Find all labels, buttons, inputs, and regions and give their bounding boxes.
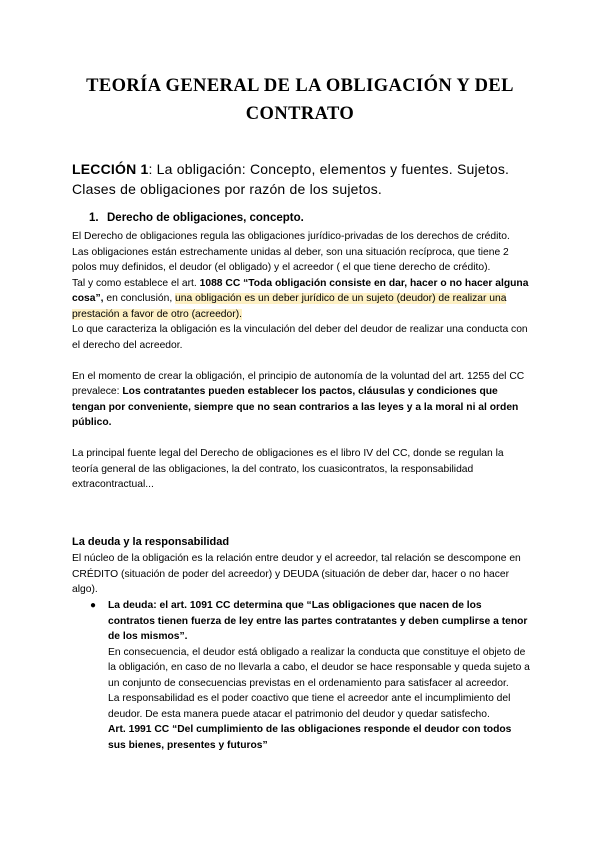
text-span: en conclusión, bbox=[103, 293, 176, 304]
section-1-body bbox=[72, 229, 532, 493]
title-line-2: CONTRATO bbox=[245, 104, 355, 124]
paragraph-art-1255 bbox=[72, 369, 532, 431]
document-title bbox=[72, 72, 528, 128]
paragraph: La responsabilidad es el poder coactivo que tiene el acreedor ante el incumplimiento del deudor. De esta manera puede atacar el patrimonio del deudor y quedar satisfecho. bbox=[108, 693, 511, 720]
paragraph: En consecuencia, el deudor está obligado a realizar la conducta que constituye el objeto de la obligación, en caso de no llevarla a cabo, el deudor se hace responsable y queda sujeto a un conjunto de consecuencias previstas en el ordenamiento para satisfacer al acreedor. bbox=[108, 646, 530, 689]
section-1-number: 1. bbox=[89, 212, 99, 224]
text-span: Tal y como establece el art. bbox=[72, 277, 200, 289]
paragraph: El Derecho de obligaciones regula las obligaciones jurídico-privadas de los derechos de crédito. bbox=[72, 231, 510, 242]
paragraph: La principal fuente legal del Derecho de obligaciones es el libro IV del CC, donde se regulan la teoría general de las obligaciones, la del contrato, los cuasicontratos, la responsabilidad extracontractual... bbox=[72, 448, 504, 490]
subsection-intro bbox=[72, 551, 532, 598]
lesson-heading bbox=[72, 159, 542, 199]
subsection-heading: La deuda y la responsabilidad bbox=[72, 536, 230, 548]
section-1-heading bbox=[89, 212, 304, 224]
lesson-text: : La obligación: Concepto, elementos y fuentes. Sujetos. Clases de obligaciones por razón de los sujetos. bbox=[72, 161, 510, 197]
bullet-icon: ● bbox=[90, 600, 97, 611]
paragraph: El núcleo de la obligación es la relación entre deudor y el acreedor, tal relación se descompone en CRÉDITO (situación de poder del acreedor) y DEUDA (situación de deber dar, hacer o no hacer algo). bbox=[72, 553, 521, 595]
paragraph: Las obligaciones están estrechamente unidas al deber, son una situación recíproca, que tiene 2 polos muy definidos, el deudor (el obligado) y el acreedor ( el que tiene derecho de crédito). bbox=[72, 246, 509, 273]
title-line-1: TEORÍA GENERAL DE LA OBLIGACIÓN Y DEL bbox=[86, 76, 514, 96]
bold-quote: 1088 CC “Toda obligación consiste en dar, hacer o no hacer alguna cosa”, bbox=[72, 277, 529, 304]
bold-quote: Art. 1991 CC “Del cumplimiento de las obligaciones responde el deudor con todos sus bienes, presentes y futuros” bbox=[108, 724, 512, 751]
list-item bbox=[90, 598, 530, 753]
paragraph: Lo que caracteriza la obligación es la vinculación del deber del deudor de realizar una conducta con el derecho del acreedor. bbox=[72, 324, 528, 351]
list-item-body bbox=[108, 598, 530, 753]
bold-quote: Los contratantes pueden establecer los pactos, cláusulas y condiciones que tengan por conveniente, siempre que no sean contrarios a las leyes y a la moral ni al orden público. bbox=[72, 386, 519, 428]
text-span: En el momento de crear la obligación, el principio de autonomía de la voluntad del art. 1255 del CC prevalece: bbox=[72, 370, 525, 397]
lesson-label: LECCIÓN 1 bbox=[72, 161, 149, 177]
bold-quote: La deuda: el art. 1091 CC determina que “Las obligaciones que nacen de los contratos tienen fuerza de ley entre las partes contratantes y deben cumplirse a tenor de los mismos”. bbox=[108, 600, 528, 642]
section-1-title: Derecho de obligaciones, concepto. bbox=[107, 212, 304, 224]
paragraph-art-1088 bbox=[72, 276, 532, 323]
highlighted-text: una obligación es un deber jurídico de un sujeto (deudor) de realizar una prestación a favor de otro (acreedor). bbox=[72, 293, 507, 320]
